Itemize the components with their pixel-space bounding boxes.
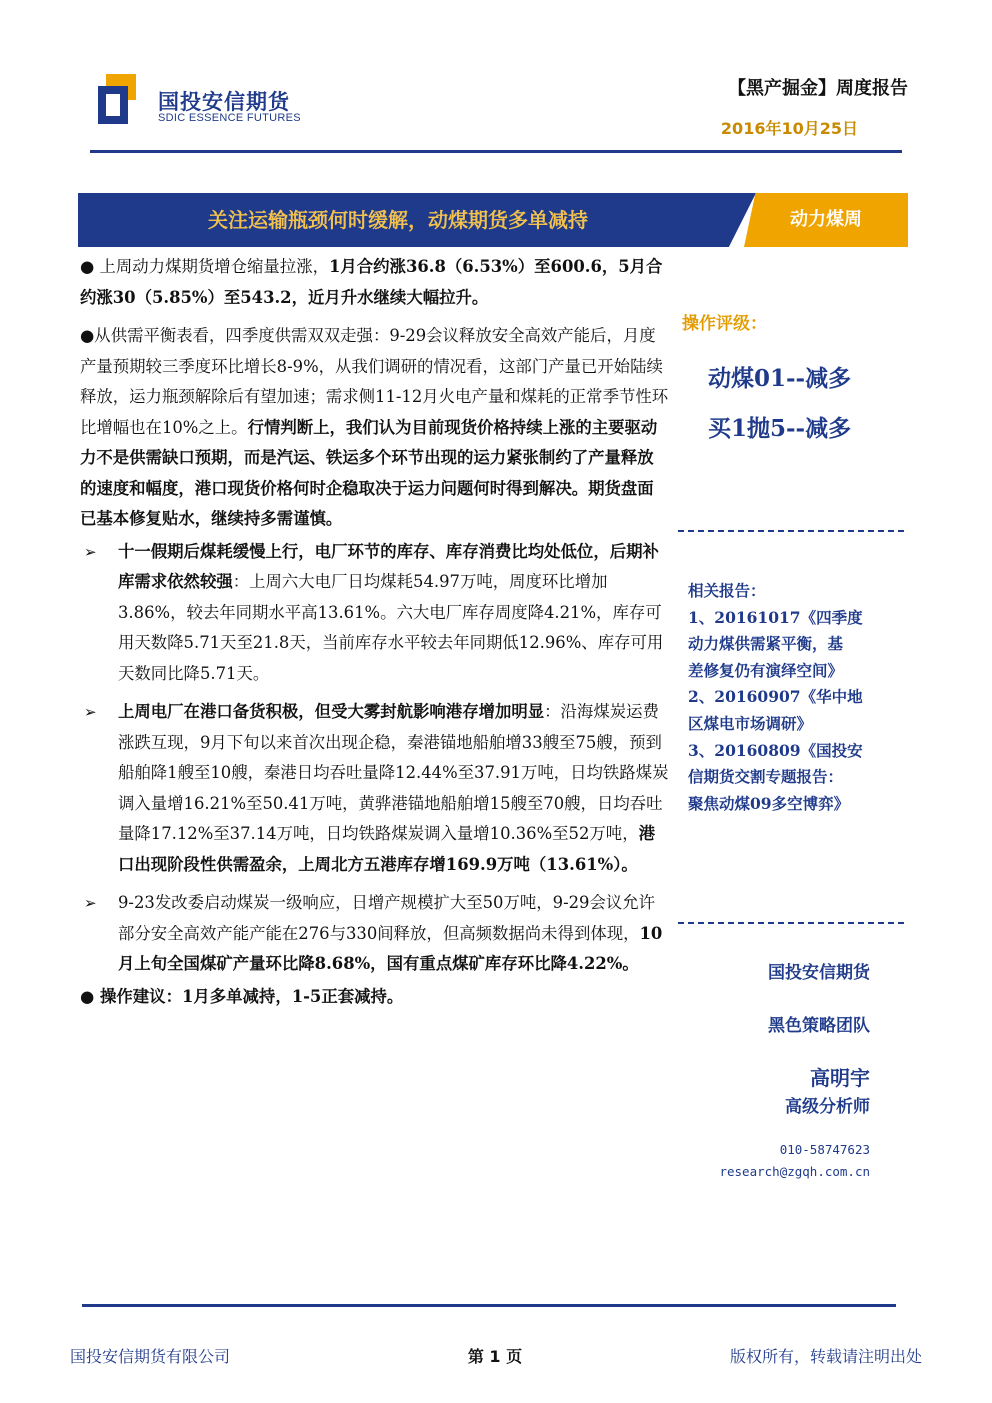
contact-email[interactable]: research@zgqh.com.cn bbox=[719, 1164, 870, 1179]
header-divider bbox=[90, 150, 902, 153]
report-title: 关注运输瓶颈何时缓解，动煤期货多单减持 bbox=[208, 208, 588, 232]
report-category: 动力煤周 bbox=[790, 209, 862, 230]
company-logo-english: SDIC ESSENCE FUTURES bbox=[158, 112, 301, 124]
page-number: 第 1 页 bbox=[467, 1347, 523, 1366]
arrow-bullet-icon: ➢ bbox=[84, 703, 97, 721]
footer-copyright: 版权所有，转载请注明出处 bbox=[729, 1347, 922, 1366]
report-date: 2016年10月25日 bbox=[720, 119, 858, 138]
related-report-line[interactable]: 差修复仍有演绎空间》 bbox=[688, 660, 844, 680]
related-report-line[interactable]: 聚焦动煤09多空博弈》 bbox=[688, 793, 850, 813]
company-logo-mark bbox=[98, 74, 140, 124]
analyst-title: 高级分析师 bbox=[785, 1097, 870, 1117]
main-content bbox=[80, 252, 670, 1012]
footer-company: 国投安信期货有限公司 bbox=[70, 1347, 231, 1366]
summary-paragraph: ● 上周动力煤期货增仓缩量拉涨，1月合约涨36.8（6.53%）至600.6，5月合约涨30（5.85%）至543.2，近月升水继续大幅拉升。 bbox=[80, 257, 663, 307]
bullet-item: ➢ 十一假期后煤耗缓慢上行，电厂环节的库存、库存消费比均处低位，后期补库需求依然较强：上周六大电厂日均煤耗54.97万吨，周度环比增加3.86%，较去年同期水平高13.61%。六大电厂库存周度降4.21%，库存可用天数降5.71天至21.8天，当前库存水平较去年同期低12.96%、库存可用天数同比降5.71天。 bbox=[80, 537, 670, 690]
bullet-item: ➢ 上周电厂在港口备货积极，但受大雾封航影响港存增加明显：沿海煤炭运费涨跌互现，9月下旬以来首次出现企稳，秦港锚地船舶增33艘至75艘，预到船舶降1艘至10艘，秦港日均吞吐量降12.44%至37.91万吨，日均铁路煤炭调入量增16.21%至50.41万吨，黄骅港锚地船舶增15艘至70艘，日均吞吐量降17.12%至37.14万吨，日均铁路煤炭调入量增10.36%至52万吨，港口出现阶段性供需盈余，上周北方五港库存增169.9万吨（13.61%）。 bbox=[80, 697, 670, 880]
related-report-line[interactable]: 动力煤供需紧平衡，基 bbox=[688, 634, 844, 654]
recommendation-paragraph: ● 操作建议：1月多单减持，1-5正套减持。 bbox=[80, 986, 404, 1006]
firm-name: 国投安信期货 bbox=[768, 963, 870, 983]
arrow-bullet-icon: ➢ bbox=[84, 542, 97, 561]
report-type: 【黑产掘金】周度报告 bbox=[728, 78, 908, 99]
contact-phone: 010-58747623 bbox=[779, 1142, 870, 1157]
sidebar-divider bbox=[678, 922, 904, 924]
related-reports-heading: 相关报告： bbox=[688, 581, 766, 600]
rating-item: 动煤01--减多 bbox=[708, 365, 852, 392]
related-report-line[interactable]: 3、20160809《国投安 bbox=[688, 740, 863, 760]
bullet-item: ➢ 9-23发改委启动煤炭一级响应，日增产规模扩大至50万吨，9-29会议允许部分安全高效产能产能在276与330间释放，但高频数据尚未得到体现，10月上旬全国煤矿产量环比降8.68%，国有重点煤矿库存环比降4.22%。 bbox=[80, 888, 670, 980]
rating-item: 买1抛5--减多 bbox=[708, 415, 852, 442]
footer-divider bbox=[82, 1304, 896, 1307]
related-report-line[interactable]: 1、20161017《四季度 bbox=[688, 607, 863, 627]
analysis-paragraph: ●从供需平衡表看，四季度供需双双走强：9-29会议释放安全高效产能后，月度产量预期较三季度环比增长8-9%，从我们调研的情况看，这部门产量已开始陆续释放，运力瓶颈解除后有望加速；需求侧11-12月火电产量和煤耗的正常季节性环比增幅也在10%之上。行情判断上，我们认为目前现货价格持续上涨的主要驱动力不是供需缺口预期，而是汽运、铁运多个环节出现的运力紧张制约了产量释放的速度和幅度，港口现货价格何时企稳取决于运力问题何时得到解决。期货盘面已基本修复贴水，继续持多需谨慎。 bbox=[80, 326, 669, 528]
company-logo-text: 国投安信期货 bbox=[158, 90, 290, 114]
related-report-line[interactable]: 2、20160907《华中地 bbox=[688, 687, 863, 707]
sidebar-divider bbox=[678, 530, 904, 532]
rating-label: 操作评级： bbox=[682, 314, 767, 334]
team-name: 黑色策略团队 bbox=[768, 1016, 870, 1036]
related-report-line[interactable]: 区煤电市场调研》 bbox=[688, 713, 813, 733]
analyst-name: 高明宇 bbox=[810, 1066, 870, 1090]
related-report-line[interactable]: 信期货交割专题报告： bbox=[688, 767, 844, 787]
related-reports bbox=[688, 578, 902, 817]
arrow-bullet-icon: ➢ bbox=[84, 894, 97, 912]
